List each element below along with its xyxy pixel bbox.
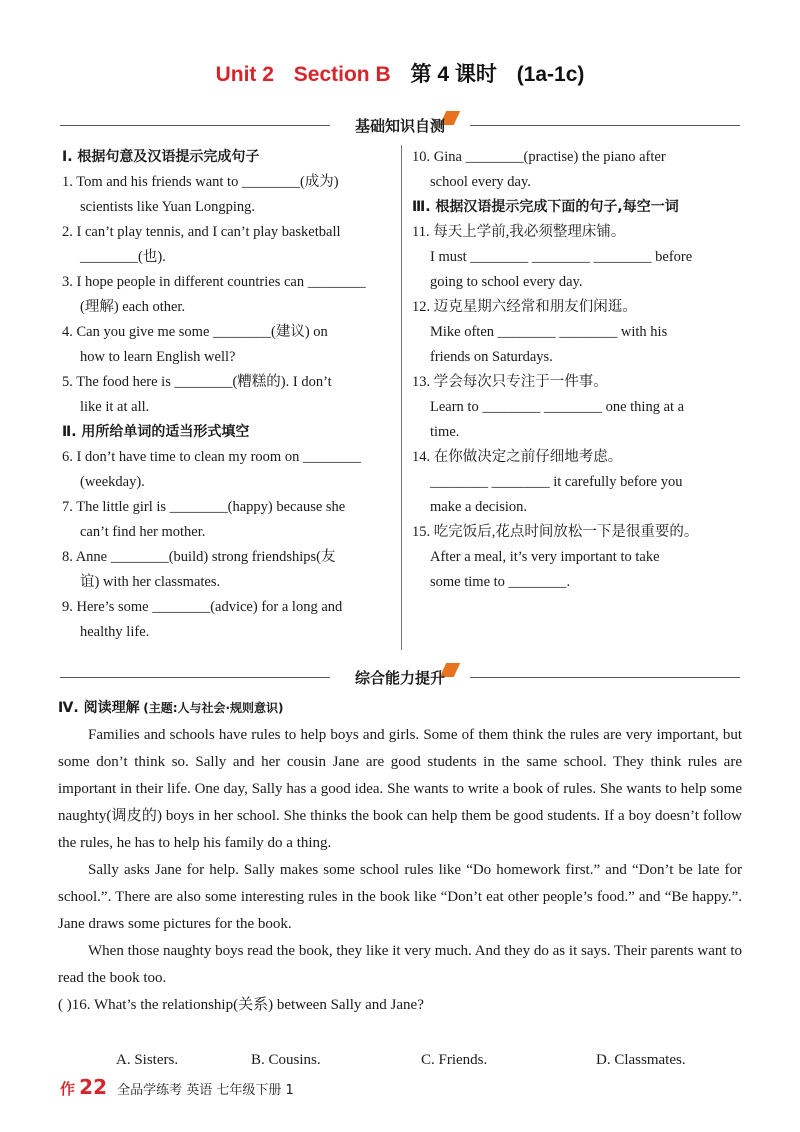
- question-12: 12. 迈克星期六经常和朋友们闲逛。: [412, 299, 637, 315]
- option-c: C. Friends.: [421, 1052, 488, 1068]
- question-7: 7. The little girl is ________(happy) because she: [62, 499, 346, 515]
- title-range: (1a-1c): [516, 63, 585, 86]
- divider: [470, 677, 740, 678]
- banner-advanced: [60, 667, 740, 687]
- left-column: [62, 145, 392, 645]
- question-1: 1. Tom and his friends want to ________(成为): [62, 174, 339, 190]
- paragraph-1: Families and schools have rules to help boys and girls. Some of them think the rules are very important, but some don’t think so. Sally and her cousin Jane are good students in the same school. They think rules are important in their life. One day, Sally has a good idea. She wants to write a book of rules. She wants to help some naughty(调皮的) boys in her school. She thinks the book can help them be good students. If a boy doesn’t follow the rules, he has to help his family do a thing.: [58, 727, 742, 851]
- question-15: 15. 吃完饭后,花点时间放松一下是很重要的。: [412, 524, 699, 540]
- reading-heading: [58, 696, 742, 721]
- question-12-cont: friends on Saturdays.: [430, 349, 553, 365]
- question-3-cont: (理解) each other.: [80, 299, 186, 315]
- question-15-blanks: After a meal, it’s very important to take: [430, 549, 660, 565]
- question-11-cont: going to school every day.: [430, 274, 583, 290]
- question-4-cont: how to learn English well?: [80, 349, 236, 365]
- right-column: [412, 145, 742, 595]
- section-1-heading: Ⅰ. 根据句意及汉语提示完成句子: [62, 149, 260, 165]
- question-14-blanks: ________ ________ it carefully before you: [430, 474, 683, 490]
- question-10-cont: school every day.: [430, 174, 531, 190]
- divider: [60, 677, 330, 678]
- question-16-options: [116, 1052, 716, 1069]
- question-4: 4. Can you give me some ________(建议) on: [62, 324, 328, 340]
- question-3: 3. I hope people in different countries can ________: [62, 274, 366, 290]
- title-lesson: 第 4 课时: [410, 63, 497, 86]
- divider: [470, 125, 740, 126]
- footer-text: 全品学练考 英语 七年级下册 1: [117, 1083, 294, 1098]
- title-unit: Unit 2: [215, 63, 274, 86]
- reading-title: Ⅳ. 阅读理解: [58, 700, 140, 716]
- banner-advanced-label: 综合能力提升: [347, 667, 453, 688]
- footer-mark: 作: [60, 1080, 76, 1098]
- question-16: ( )16. What’s the relationship(关系) between Sally and Jane?: [58, 997, 424, 1013]
- section-2-heading: Ⅱ. 用所给单词的适当形式填空: [62, 424, 250, 440]
- paragraph-3: When those naughty boys read the book, they like it very much. And they do as it says. Their parents want to read the book too.: [58, 943, 742, 986]
- option-d: D. Classmates.: [596, 1052, 686, 1068]
- question-8-cont: 谊) with her classmates.: [80, 574, 221, 590]
- section-3-heading: Ⅲ. 根据汉语提示完成下面的句子,每空一词: [412, 199, 679, 215]
- question-13: 13. 学会每次只专注于一件事。: [412, 374, 608, 390]
- question-2: 2. I can’t play tennis, and I can’t play basketball: [62, 224, 341, 240]
- question-8: 8. Anne ________(build) strong friendships(友: [62, 549, 336, 565]
- option-a: A. Sisters.: [116, 1052, 179, 1068]
- page-title: [0, 58, 800, 88]
- option-b: B. Cousins.: [251, 1052, 321, 1068]
- page-footer: [60, 1075, 294, 1099]
- question-9-cont: healthy life.: [80, 624, 150, 640]
- question-9: 9. Here’s some ________(advice) for a long and: [62, 599, 343, 615]
- page-number: 22: [79, 1075, 107, 1099]
- question-13-cont: time.: [430, 424, 460, 440]
- question-7-cont: can’t find her mother.: [80, 524, 206, 540]
- question-14: 14. 在你做决定之前仔细地考虑。: [412, 449, 623, 465]
- question-6: 6. I don’t have time to clean my room on ________: [62, 449, 361, 465]
- paragraph-2: Sally asks Jane for help. Sally makes some school rules like “Do homework first.” and “Don’t be late for school.”. There are also some interesting rules in the book like “Don’t eat other people’s food.” and “Be happy.”. Jane draws some pictures for the book.: [58, 862, 742, 932]
- question-1-cont: scientists like Yuan Longping.: [80, 199, 256, 215]
- question-11-blanks: I must ________ ________ ________ before: [430, 249, 693, 265]
- question-12-blanks: Mike often ________ ________ with his: [430, 324, 668, 340]
- question-10: 10. Gina ________(practise) the piano after: [412, 149, 666, 165]
- question-13-blanks: Learn to ________ ________ one thing at a: [430, 399, 685, 415]
- question-5-cont: like it at all.: [80, 399, 150, 415]
- question-11: 11. 每天上学前,我必须整理床铺。: [412, 224, 626, 240]
- banner-basic-label: 基础知识自测: [347, 115, 453, 136]
- banner-basic: [60, 115, 740, 135]
- reading-passage: [58, 722, 742, 1019]
- question-2-cont: ________(也).: [80, 249, 166, 265]
- question-6-cont: (weekday).: [80, 474, 145, 490]
- question-5: 5. The food here is ________(糟糕的). I don’t: [62, 374, 332, 390]
- column-divider: [401, 145, 402, 650]
- reading-topic: (主题:人与社会·规则意识): [143, 701, 284, 715]
- question-14-cont: make a decision.: [430, 499, 528, 515]
- question-15-cont: some time to ________.: [430, 574, 571, 590]
- title-section: Section B: [293, 63, 391, 86]
- divider: [60, 125, 330, 126]
